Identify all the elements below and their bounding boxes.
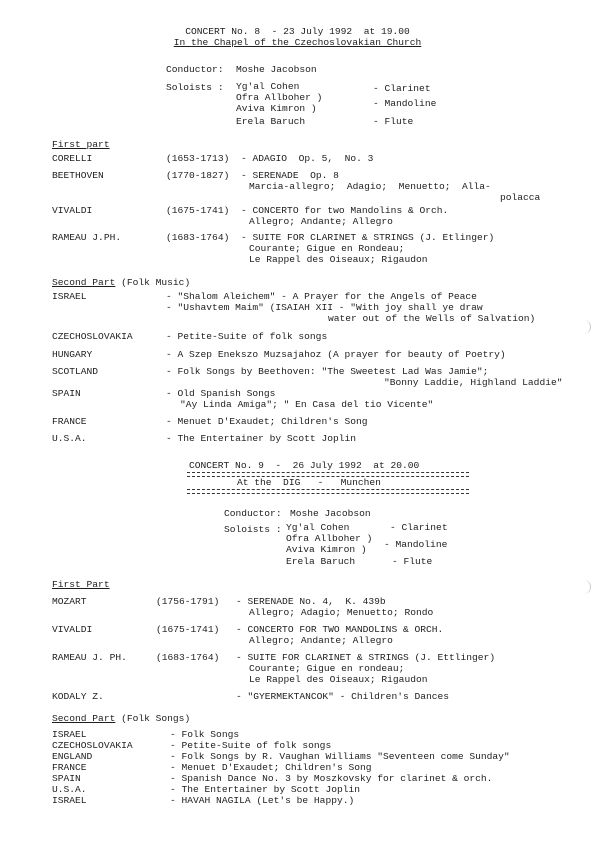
concert8-conductor-label: Conductor:	[166, 64, 224, 75]
work-line: Allegro; Adagio; Menuetto; Rondo	[249, 607, 434, 618]
piece-line: - Folk Songs	[170, 729, 240, 740]
country-name: CZECHOSLOVAKIA	[52, 740, 133, 751]
soloist-instrument: - Clarinet	[373, 83, 431, 94]
composer-name: CORELLI	[52, 153, 93, 164]
piece-line: - Old Spanish Songs	[166, 388, 276, 399]
concert8-part2-sub: (Folk Music)	[121, 277, 191, 288]
composer-name: VIVALDI	[52, 624, 93, 635]
country-name: FRANCE	[52, 416, 87, 427]
soloist-instrument: - Flute	[392, 556, 433, 567]
country-name: SPAIN	[52, 388, 81, 399]
composer-name: RAMEAU J.PH.	[52, 232, 122, 243]
piece-line: "Bonny Laddie, Highland Laddie"	[384, 377, 563, 388]
composer-dates: (1756-1791)	[156, 596, 220, 607]
country-name: ISRAEL	[52, 795, 87, 806]
concert9-venue: At the DIG - Munchen	[237, 477, 381, 488]
work-line: - SERENADE Op. 8	[241, 170, 339, 181]
piece-line: - The Entertainer by Scott Joplin	[166, 433, 356, 444]
composer-name: MOZART	[52, 596, 87, 607]
concert9-part2-heading: Second Part	[52, 713, 116, 724]
concert8-soloists-label: Soloists :	[166, 82, 224, 93]
composer-name: RAMEAU J. PH.	[52, 652, 127, 663]
piece-line: - Petite-Suite of folk songs	[170, 740, 332, 751]
concert8-part2-heading-row	[52, 277, 190, 288]
work-line: Marcia-allegro; Adagio; Menuetto; Alla-	[249, 181, 491, 192]
concert9-title: CONCERT No. 9 - 26 July 1992 at 20.00	[189, 460, 420, 471]
concert9-conductor-label: Conductor:	[224, 508, 282, 519]
scan-mark	[584, 580, 591, 594]
piece-line: water out of the Wells of Salvation)	[328, 313, 536, 324]
work-line: - "GYERMEKTANCOK" - Children's Dances	[236, 691, 450, 702]
soloist-name: Aviva Kimron )	[236, 103, 317, 114]
composer-dates: (1683-1764)	[166, 232, 230, 243]
composer-name: VIVALDI	[52, 205, 93, 216]
concert8-title: CONCERT No. 8 - 23 July 1992 at 19.00	[185, 26, 410, 37]
soloist-name: Yg'al Cohen	[286, 522, 350, 533]
soloist-name: Aviva Kimron )	[286, 544, 367, 555]
piece-line: - HAVAH NAGILA (Let's be Happy.)	[170, 795, 355, 806]
concert9-part2-heading-row	[52, 713, 190, 724]
soloist-instrument: - Flute	[373, 116, 414, 127]
work-line: Le Rappel des Oiseaux; Rigaudon	[249, 674, 428, 685]
country-name: ENGLAND	[52, 751, 93, 762]
country-name: ISRAEL	[52, 291, 87, 302]
work-line: - SUITE FOR CLARINET & STRINGS (J. Etlinger)	[241, 232, 495, 243]
country-name: SCOTLAND	[52, 366, 99, 377]
concert9-soloists-label: Soloists :	[224, 524, 282, 535]
piece-line: - Folk Songs by Beethoven: "The Sweetest Lad Was Jamie";	[166, 366, 489, 377]
piece-line: - "Ushavtem Maim" (ISAIAH XII - "With joy shall ye draw	[166, 302, 483, 313]
concert9-conductor: Moshe Jacobson	[290, 508, 371, 519]
composer-name: BEETHOVEN	[52, 170, 104, 181]
soloist-name: Erela Baruch	[286, 556, 356, 567]
piece-line: - Menuet D'Exaudet; Children's Song	[166, 416, 368, 427]
concert8-part1-heading: First part	[52, 139, 110, 150]
country-name: SPAIN	[52, 773, 81, 784]
soloist-name: Ofra Allboher )	[286, 533, 373, 544]
soloist-name: Ofra Allboher )	[236, 92, 323, 103]
piece-line: - Folk Songs by R. Vaughan Williams "Seventeen come Sunday"	[170, 751, 510, 762]
composer-name: KODALY Z.	[52, 691, 104, 702]
piece-line: - Petite-Suite of folk songs	[166, 331, 328, 342]
work-line: - ADAGIO Op. 5, No. 3	[241, 153, 374, 164]
concert8-venue: In the Chapel of the Czechoslovakian Church	[173, 37, 422, 48]
double-rule	[187, 489, 469, 494]
work-line: Courante; Gigue en Rondeau;	[249, 243, 405, 254]
concert8-part2-heading: Second Part	[52, 277, 116, 288]
work-line: - SERENADE No. 4, K. 439b	[236, 596, 386, 607]
work-line: Le Rappel des Oiseaux; Rigaudon	[249, 254, 428, 265]
work-line: Allegro; Andante; Allegro	[249, 635, 393, 646]
country-name: HUNGARY	[52, 349, 93, 360]
country-name: U.S.A.	[52, 784, 87, 795]
work-line: Allegro; Andante; Allegro	[249, 216, 393, 227]
composer-dates: (1683-1764)	[156, 652, 220, 663]
piece-line: - The Entertainer by Scott Joplin	[170, 784, 360, 795]
composer-dates: (1675-1741)	[156, 624, 220, 635]
soloist-name: Erela Baruch	[236, 116, 306, 127]
soloist-instrument: - Clarinet	[390, 522, 448, 533]
work-line: - SUITE FOR CLARINET & STRINGS (J. Ettlinger)	[236, 652, 496, 663]
work-line: - CONCERTO FOR TWO MANDOLINS & ORCH.	[236, 624, 444, 635]
country-name: U.S.A.	[52, 433, 87, 444]
country-name: ISRAEL	[52, 729, 87, 740]
soloist-name: Yg'al Cohen	[236, 81, 300, 92]
composer-dates: (1653-1713)	[166, 153, 230, 164]
concert8-conductor: Moshe Jacobson	[236, 64, 317, 75]
soloist-instrument: - Mandoline	[384, 539, 448, 550]
work-line: - CONCERTO for two Mandolins & Orch.	[241, 205, 449, 216]
soloist-instrument: - Mandoline	[373, 98, 437, 109]
scan-mark	[584, 320, 591, 334]
composer-dates: (1675-1741)	[166, 205, 230, 216]
concert9-part1-heading: First Part	[52, 579, 110, 590]
piece-line: - Menuet D'Exaudet; Children's Song	[170, 762, 372, 773]
work-line: polacca	[500, 192, 541, 203]
piece-line: "Ay Linda Amiga"; " En Casa del tio Vicente"	[180, 399, 434, 410]
country-name: FRANCE	[52, 762, 87, 773]
piece-line: - A Szep Enekszo Muzsajahoz (A prayer for beauty of Poetry)	[166, 349, 506, 360]
work-line: Courante; Gigue en rondeau;	[249, 663, 405, 674]
concert9-part2-sub: (Folk Songs)	[121, 713, 191, 724]
country-name: CZECHOSLOVAKIA	[52, 331, 133, 342]
piece-line: - "Shalom Aleichem" - A Prayer for the Angels of Peace	[166, 291, 477, 302]
composer-dates: (1770-1827)	[166, 170, 230, 181]
piece-line: - Spanish Dance No. 3 by Moszkovsky for clarinet & orch.	[170, 773, 493, 784]
